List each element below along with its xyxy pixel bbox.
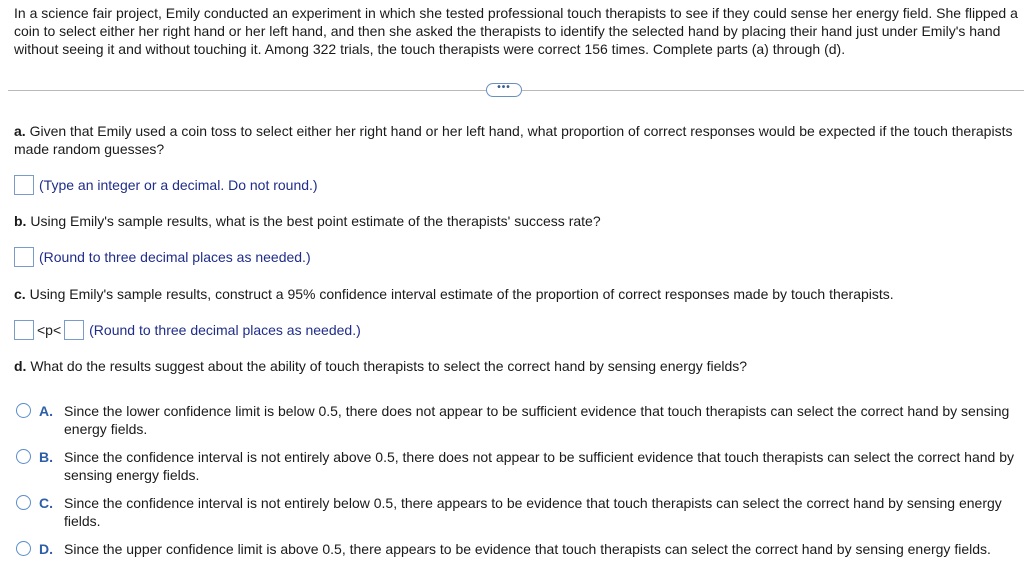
question-part-b bbox=[14, 212, 1014, 230]
option-d-letter: D. bbox=[39, 541, 53, 557]
question-part-c bbox=[14, 285, 1014, 303]
part-b-text: Using Emily's sample results, what is the best point estimate of the therapists' success rate? bbox=[30, 213, 601, 229]
lower-bound-input[interactable] bbox=[14, 320, 34, 340]
inequality-symbol: <p< bbox=[37, 322, 62, 338]
radio-a[interactable] bbox=[16, 403, 31, 418]
radio-c[interactable] bbox=[16, 495, 31, 510]
part-a-text: Given that Emily used a coin toss to select either her right hand or her left hand, what proportion of correct responses would be expected if the touch therapists made random guesses? bbox=[14, 123, 1013, 157]
problem-statement: In a science fair project, Emily conducted an experiment in which she tested professional touch therapists to see if they could sense her energy field. She flipped a coin to select either her right hand or her left hand, and then she asked the therapists to identify the selected hand by placing their hand just under Emily's hand without seeing it and without touching it. Among 322 trials, the touch therapists were correct 156 times. Complete parts (a) through (d). bbox=[14, 5, 1018, 57]
option-a-letter: A. bbox=[39, 403, 53, 419]
option-b-text: Since the confidence interval is not entirely above 0.5, there does not appear to be sufficient evidence that touch therapists can select the correct hand by sensing energy fields. bbox=[64, 449, 1014, 483]
hint-c: (Round to three decimal places as needed.) bbox=[89, 322, 361, 338]
option-a-text: Since the lower confidence limit is below 0.5, there does not appear to be sufficient evidence that touch therapists can select the correct hand by sensing energy fields. bbox=[64, 403, 1010, 437]
part-b-letter: b. bbox=[14, 213, 27, 229]
hint-b: (Round to three decimal places as needed.) bbox=[39, 249, 311, 265]
upper-bound-input[interactable] bbox=[64, 320, 84, 340]
answer-row-b bbox=[14, 246, 311, 268]
part-c-letter: c. bbox=[14, 286, 26, 302]
radio-b[interactable] bbox=[16, 449, 31, 464]
hint-a: (Type an integer or a decimal. Do not round.) bbox=[39, 177, 318, 193]
part-c-text: Using Emily's sample results, construct a 95% confidence interval estimate of the proportion of correct responses made by touch therapists. bbox=[29, 286, 894, 302]
question-part-a bbox=[14, 122, 1014, 158]
answer-row-a bbox=[14, 174, 318, 196]
more-button[interactable]: ••• bbox=[486, 83, 522, 97]
answer-input-a[interactable] bbox=[14, 175, 34, 195]
part-a-letter: a. bbox=[14, 123, 26, 139]
part-d-text: What do the results suggest about the ability of touch therapists to select the correct hand by sensing energy fields? bbox=[30, 358, 748, 374]
radio-d[interactable] bbox=[16, 541, 31, 556]
answer-row-c bbox=[14, 319, 361, 341]
option-d-text: Since the upper confidence limit is above 0.5, there appears to be evidence that touch therapists can select the correct hand by sensing energy fields. bbox=[64, 541, 991, 557]
part-d-letter: d. bbox=[14, 358, 27, 374]
option-c-letter: C. bbox=[39, 495, 53, 511]
question-part-d bbox=[14, 357, 1014, 375]
option-c-text: Since the confidence interval is not entirely below 0.5, there appears to be evidence that touch therapists can select the correct hand by sensing energy fields. bbox=[64, 495, 1002, 529]
option-b-letter: B. bbox=[39, 449, 53, 465]
answer-input-b[interactable] bbox=[14, 247, 34, 267]
